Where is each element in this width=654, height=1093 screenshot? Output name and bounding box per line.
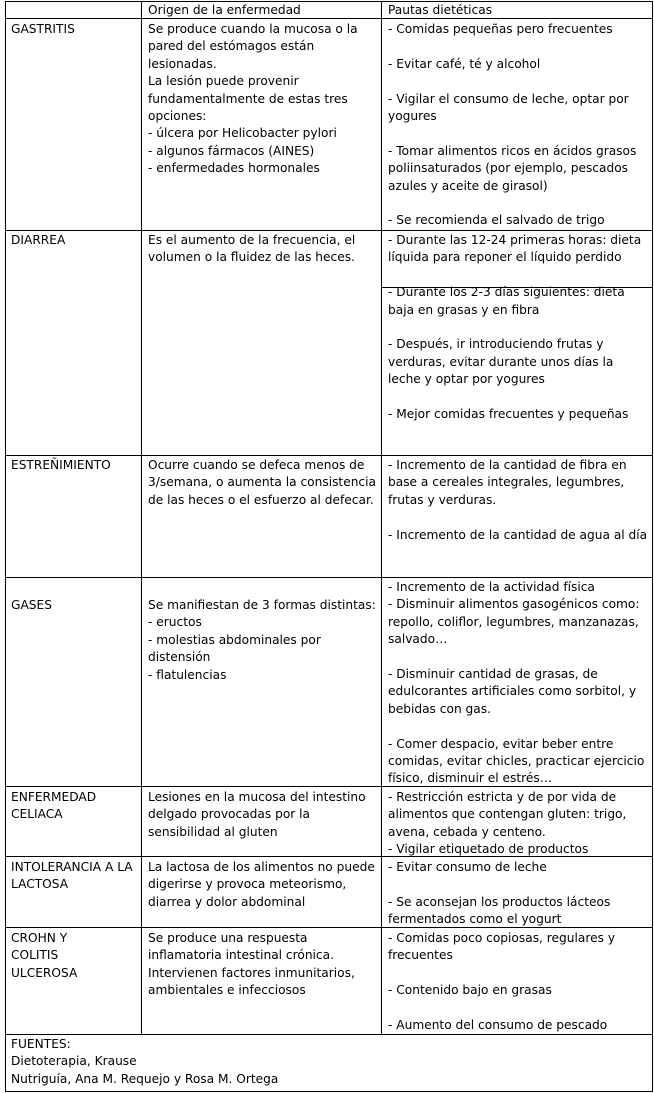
origen-text: Se produce cuando la mucosa o la pared del estómagos están lesionadas. La lesión puede provenir fundamentalmente de estas tres opciones: - úlcera por Helicobacter pylori - algunos fármacos (AINES) - enfermedades hormonales [148,22,358,176]
disease-name: GASTRITIS [11,22,75,36]
row-divider-3 [5,577,653,578]
table-bottom-border [5,1091,653,1092]
header-pautas: Pautas dietéticas [388,3,493,17]
column-divider-1 [141,1,142,1035]
disease-name: CROHN Y COLITIS ULCEROSA [11,931,78,980]
disease-name: ESTREÑIMIENTO [11,458,111,472]
row-divider-1 [5,230,653,231]
pautas-text: - Incremento de la actividad física - Disminuir alimentos gasogénicos como: repollo, coliflor, legumbres, manzanazas, salvado… - Disminuir cantidad de grasas, de edulcorantes artificiales como sorbitol, y bebidas con gas. - Comer despacio, evitar beber entre comidas, evitar chicles, practicar ejercicio físico, disminuir el estrés… [388,580,645,786]
disease-name: INTOLERANCIA A LA LACTOSA [11,860,133,892]
source-item: Dietoterapia, Krause [11,1054,137,1068]
disease-name: GASES [11,598,52,612]
origen-text: La lactosa de los alimentos no puede digerirse y provoca meteorismo, diarrea y dolor abdominal [148,860,375,909]
header-origen: Origen de la enfermedad [148,3,301,17]
disease-name: DIARREA [11,233,66,247]
origen-text: Se produce una respuesta inflamatoria intestinal crónica. Intervienen factores inmunitarios, ambientales e infecciosos [148,931,355,998]
origen-text: Lesiones en la mucosa del intestino delgado provocadas por la sensibilidad al gluten [148,790,366,839]
sources-title: FUENTES: [11,1037,71,1051]
column-divider-2 [381,1,382,1035]
origen-text: Se manifiestan de 3 formas distintas: - eructos - molestias abdominales por distensión - flatulencias [148,598,376,682]
pautas-text: - Restricción estricta y de por vida de alimentos que contengan gluten: trigo, avena, cebada y centeno. - Vigilar etiquetado de productos [388,790,627,857]
origen-text: Ocurre cuando se defeca menos de 3/semana, o aumenta la consistencia de las heces o el esfuerzo al defecar. [148,458,376,507]
pautas-text: - Durante las 12-24 primeras horas: dieta líquida para reponer el líquido perdido - Durante los 2-3 días siguientes: dieta baja en grasas y en fibra - Después, ir introduciendo frutas y verduras, evitar durante unos días la leche y optar por yogures - Mejor comidas frecuentes y pequeñas [388,233,642,422]
table-right-border [652,1,653,1092]
pautas-text: - Incremento de la cantidad de fibra en base a cereales integrales, legumbres, frutas y verduras. - Incremento de la cantidad de agua al día [388,458,648,542]
origen-text: Es el aumento de la frecuencia, el volumen o la fluidez de las heces. [148,233,356,265]
row-divider-2 [5,455,653,456]
disease-name: ENFERMEDAD CELIACA [11,790,97,822]
pautas-text: - Evitar consumo de leche - Se aconsejan los productos lácteos fermentados como el yogurt [388,860,611,927]
source-item: Nutriguía, Ana M. Requejo y Rosa M. Ortega [11,1072,279,1086]
table-left-border [5,1,6,1092]
pautas-text: - Comidas pequeñas pero frecuentes - Evitar café, té y alcohol - Vigilar el consumo de leche, optar por yogures - Tomar alimentos ricos en ácidos grasos poliinsaturados (por ejemplo, pescados azules y aceite de girasol) - Se recomienda el salvado de trigo [388,22,637,228]
pautas-text: - Comidas poco copiosas, regulares y frecuentes - Contenido bajo en grasas - Aumento del consumo de pescado [388,931,616,1033]
